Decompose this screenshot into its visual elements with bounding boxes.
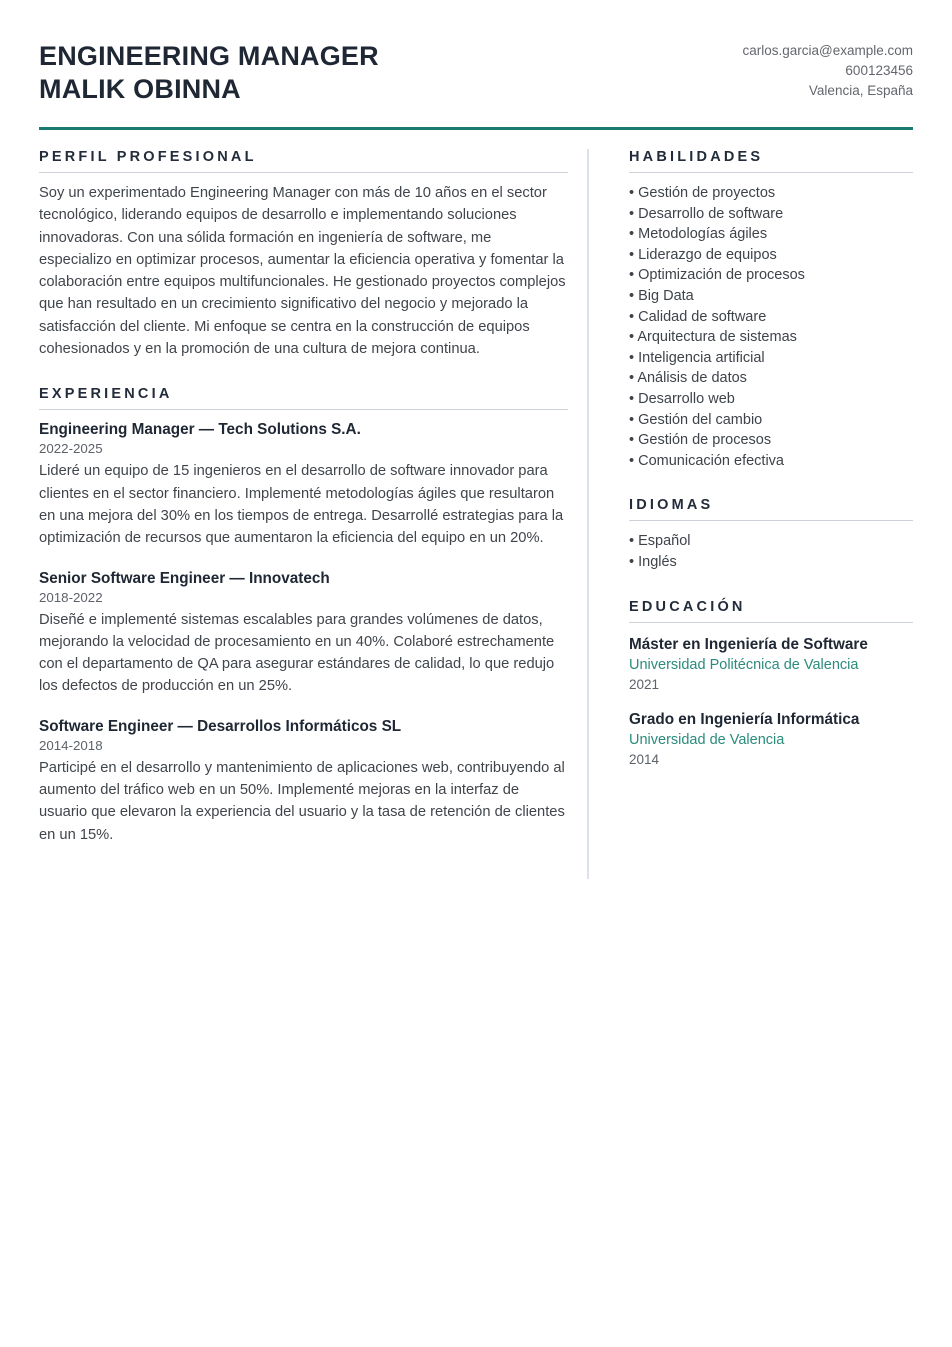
title-role: ENGINEERING MANAGER: [39, 41, 379, 71]
education-year: 2021: [629, 676, 660, 692]
name-block: [39, 40, 379, 106]
section-experience: [39, 386, 568, 846]
education-heading: EDUCACIÓN: [629, 599, 913, 623]
job-dates: 2022-2025: [39, 441, 103, 457]
job-description: Diseñé e implementé sistemas escalables para grandes volúmenes de datos, mejorando la velocidad de procesamiento en un 40%. Colaboré estrechamente con el departamento de QA para asegurar estándares de calidad, lo que redujo los defectos de producción en un 25%.: [39, 611, 555, 695]
profile-heading: PERFIL PROFESIONAL: [39, 149, 568, 173]
contact-phone: 600123456: [845, 63, 913, 78]
skill-item: • Arquitectura de sistemas: [629, 327, 913, 348]
languages-list: [629, 531, 913, 572]
skills-list: [629, 183, 913, 471]
skill-item: • Inteligencia artificial: [629, 348, 913, 369]
job-title: Engineering Manager — Tech Solutions S.A.: [39, 421, 361, 439]
skill-item: • Gestión de procesos: [629, 430, 913, 451]
education-school: Universidad de Valencia: [629, 731, 785, 748]
section-profile: [39, 149, 568, 360]
education-degree: Máster en Ingeniería de Software: [629, 635, 868, 653]
education-entry: [629, 710, 913, 769]
education-school: Universidad Politécnica de Valencia: [629, 656, 859, 673]
contact-block: [742, 40, 913, 101]
skill-item: • Liderazgo de equipos: [629, 245, 913, 266]
language-item: • Español: [629, 531, 913, 552]
section-languages: [629, 497, 913, 572]
skill-item: • Desarrollo web: [629, 389, 913, 410]
contact-email: carlos.garcia@example.com: [742, 43, 913, 58]
job-title: Senior Software Engineer — Innovatech: [39, 569, 330, 587]
section-skills: [629, 149, 913, 471]
page-title: [39, 40, 379, 106]
skill-item: • Comunicación efectiva: [629, 451, 913, 472]
education-entry: [629, 635, 913, 694]
skill-item: • Big Data: [629, 286, 913, 307]
skill-item: • Gestión de proyectos: [629, 183, 913, 204]
experience-heading: EXPERIENCIA: [39, 386, 568, 410]
left-column: [39, 149, 568, 879]
resume-header: [39, 40, 913, 106]
skill-item: • Calidad de software: [629, 307, 913, 328]
job-dates: 2014-2018: [39, 737, 103, 753]
skills-heading: HABILIDADES: [629, 149, 913, 173]
skill-item: • Metodologías ágiles: [629, 224, 913, 245]
education-degree: Grado en Ingeniería Informática: [629, 710, 860, 728]
job-title: Software Engineer — Desarrollos Informáticos SL: [39, 717, 402, 735]
job-entry: [39, 717, 568, 846]
accent-divider: [39, 127, 913, 130]
title-name: MALIK OBINNA: [39, 74, 241, 104]
contact-location: Valencia, España: [808, 83, 913, 98]
skill-item: • Optimización de procesos: [629, 265, 913, 286]
languages-heading: IDIOMAS: [629, 497, 913, 521]
skill-item: • Gestión del cambio: [629, 410, 913, 431]
job-entry: [39, 569, 568, 698]
skill-item: • Análisis de datos: [629, 368, 913, 389]
job-description: Participé en el desarrollo y mantenimiento de aplicaciones web, contribuyendo al aumento del tráfico web en un 50%. Implementé mejoras en la interfaz de usuario que elevaron la experiencia del usuario y la tasa de retención de clientes en un 15%.: [39, 759, 565, 843]
job-entry: [39, 420, 568, 549]
job-description: Lideré un equipo de 15 ingenieros en el desarrollo de software innovador para clientes en el sector financiero. Implementé metodologías ágiles que resultaron en una mejora del 30% en los tiempos de entrega. Desarrollé estrategias para la optimización de recursos que aumentaron la eficiencia del equipo en un 20%.: [39, 463, 564, 547]
skill-item: • Desarrollo de software: [629, 204, 913, 225]
language-item: • Inglés: [629, 552, 913, 573]
right-column: [589, 149, 913, 879]
section-education: [629, 599, 913, 769]
job-dates: 2018-2022: [39, 589, 103, 605]
resume-body: [39, 149, 913, 879]
profile-text: Soy un experimentado Engineering Manager con más de 10 años en el sector tecnológico, liderando equipos de desarrollo e implementando soluciones innovadoras. Con una sólida formación en ingeniería de software, me especializo en optimizar procesos, aumentar la eficiencia operativa y fomentar la colaboración entre equipos multifuncionales. He gestionado proyectos complejos que han resultado en un crecimiento significativo del negocio y mejorado la satisfacción del cliente. Mi enfoque se centra en la construcción de equipos cohesionados y en la promoción de una cultura de mejora continua.: [39, 185, 566, 358]
education-year: 2014: [629, 751, 660, 767]
